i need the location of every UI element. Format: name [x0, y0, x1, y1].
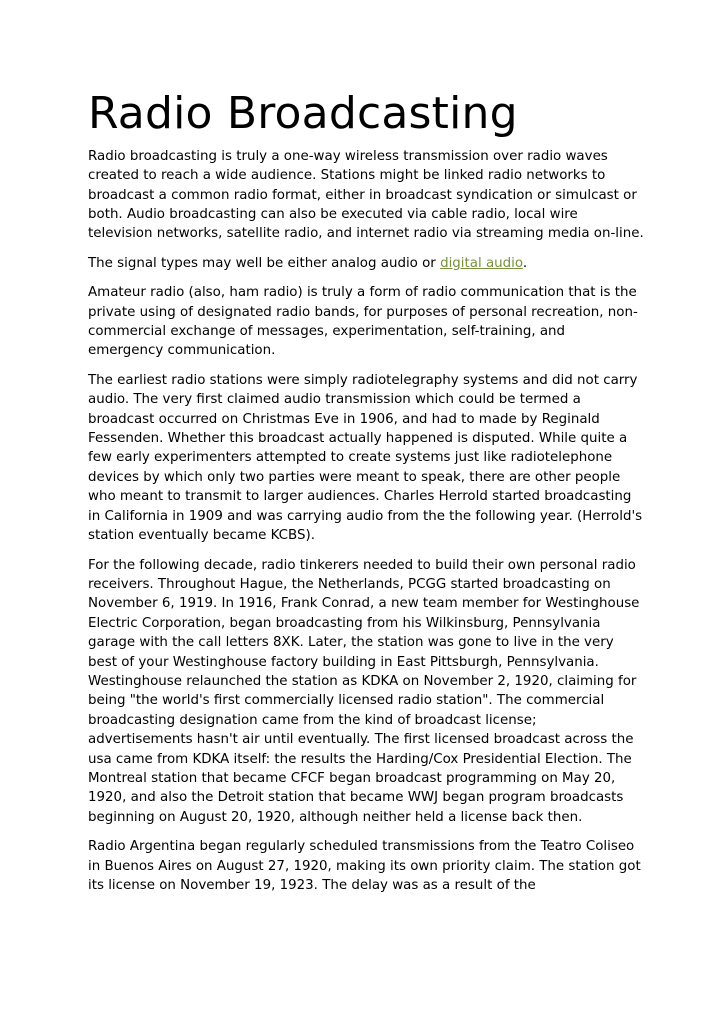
document-title: Radio Broadcasting	[88, 88, 518, 139]
paragraph-earliest-stations: The earliest radio stations were simply radiotelegraphy systems and did not carry audio. The very first claimed audio transmission which could be termed a broadcast occurred on Christmas Eve in 1906, and had to made by Reginald Fessenden. Whether this broadcast actually happened is disputed. While quite a few early experimenters attempted to create systems just like radiotelephone devices by which only two parties were meant to speak, there are other people who meant to transmit to larger audiences. Charles Herrold started broadcasting in California in 1909 and was carrying audio from the the following year. (Herrold's station eventually became KCBS).	[88, 372, 643, 544]
digital-audio-link[interactable]: digital audio	[440, 255, 523, 271]
signal-text-after: .	[522, 255, 528, 271]
paragraph-radio-argentina: Radio Argentina began regularly scheduled transmissions from the Teatro Coliseo in Buenos Aires on August 27, 1920, making its own priority claim. The station got its license on November 19, 1923. The delay was as a result of the	[88, 839, 641, 894]
paragraph-intro: Radio broadcasting is truly a one-way wireless transmission over radio waves created to reach a wide audience. Stations might be linked radio networks to broadcast a common radio format, either in broadcast syndication or simulcast or both. Audio broadcasting can also be executed via cable radio, local wire television networks, satellite radio, and internet radio via streaming media on-line.	[88, 148, 644, 242]
paragraph-signal-types	[88, 254, 644, 273]
paragraph-amateur-radio: Amateur radio (also, ham radio) is truly a form of radio communication that is the private using of designated radio bands, for purposes of personal recreation, non-commercial exchange of messages, experimentation, self-training, and emergency communication.	[88, 285, 638, 359]
paragraph-following-decade: For the following decade, radio tinkerers needed to build their own personal radio receivers. Throughout Hague, the Netherlands, PCGG started broadcasting on November 6, 1919. In 1916, Frank Conrad, a new team member for Westinghouse Electric Corporation, began broadcasting from his Wilkinsburg, Pennsylvania garage with the call letters 8XK. Later, the station was gone to live in the very best of your Westinghouse factory building in East Pittsburgh, Pennsylvania. Westinghouse relaunched the station as KDKA on November 2, 1920, claiming for being "the world's first commercially licensed radio station". The commercial broadcasting designation came from the kind of broadcast license; advertisements hasn't air until eventually. The first licensed broadcast across the usa came from KDKA itself: the results the Harding/Cox Presidential Election. The Montreal station that became CFCF began broadcast programming on May 20, 1920, and also the Detroit station that became WWJ began program broadcasts beginning on August 20, 1920, although neither held a license back then.	[88, 557, 640, 825]
signal-text-before: The signal types may well be either analog audio or	[88, 255, 441, 271]
